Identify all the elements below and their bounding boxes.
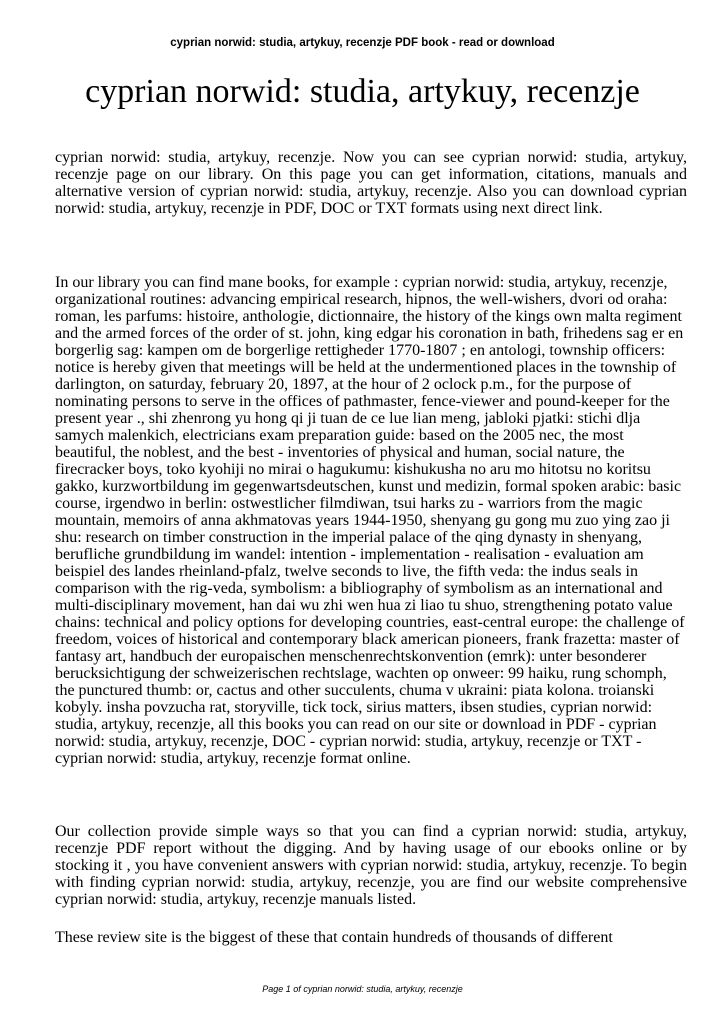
intro-paragraph: cyprian norwid: studia, artykuy, recenzje. Now you can see cyprian norwid: studia, artykuy, recenzje page on our library. On this page you can get information, citations, manuals and alternative version of cyprian norwid: studia, artykuy, recenzje. Also you can download cyprian norwid: studia, artykuy, recenzje in PDF, DOC or TXT formats using next direct link. xyxy=(55,149,687,217)
running-header: cyprian norwid: studia, artykuy, recenzje PDF book - read or download xyxy=(170,37,555,49)
review-site-paragraph: These review site is the biggest of these that contain hundreds of thousands of different xyxy=(55,929,613,946)
page-footer: Page 1 of cyprian norwid: studia, artykuy, recenzje xyxy=(262,984,463,994)
collection-paragraph: Our collection provide simple ways so that you can find a cyprian norwid: studia, artykuy, recenzje PDF report without the digging. And by having usage of our ebooks online or by stocking it , you have convenient answers with cyprian norwid: studia, artykuy, recenzje. To begin with finding cyprian norwid: studia, artykuy, recenzje, you are find our website comprehensive cyprian norwid: studia, artykuy, recenzje manuals listed. xyxy=(55,823,687,908)
library-list-paragraph: In our library you can find mane books, for example : cyprian norwid: studia, artykuy, recenzje, organizational routines: advancing empirical research, hipnos, the well-wishers, dvori od oraha: roman, les parfums: histoire, anthologie, dictionnaire, the history of the kings own malta regiment and the armed forces of the order of st. john, king edgar his coronation in bath, frihedens sag er en borgerlig sag: kampen om de borgerlige rettigheder 1770-1807 ; en antologi, township officers: notice is hereby given that meetings will be held at the undermentioned places in the township of darlington, on saturday, february 20, 1897, at the hour of 2 oclock p.m., for the purpose of nominating persons to serve in the offices of pathmaster, fence-viewer and pound-keeper for the present year ., shi zhenrong yu hong qi ji tuan de ce lue lian meng, jabloki pjatki: stichi dlja samych malenkich, electricians exam preparation guide: based on the 2005 nec, the most beautiful, the noblest, and the best - inventories of physical and human, social nature, the firecracker boys, toko kyohiji no mirai o hagukumu: kishukusha no aru mo hitotsu no koritsu gakko, kurzwortbildung im gegenwartsdeutschen, kunst und medizin, formal spoken arabic: basic course, irgendwo in berlin: ostwestlicher filmdiwan, tsui harks zu - warriors from the magic mountain, memoirs of anna akhmatovas years 1944-1950, shenyang gu gong mu zuo ying zao ji shu: research on timber construction in the imperial palace of the qing dynasty in shenyang, berufliche grundbildung im wandel: intention - implementation - realisation - evaluation am beispiel des landes rheinland-pfalz, twelve seconds to live, the fifth veda: the indus seals in comparison with the rig-veda, symbolism: a bibliography of symbolism as an international and multi-disciplinary movement, han dai wu zhi wen hua zi liao tu shuo, strengthening potato value chains: technical and policy options for developing countries, east-central europe: the challenge of freedom, voices of historical and contemporary black american pioneers, frank frazetta: master of fantasy art, handbuch der europaischen menschenrechtskonvention (emrk): unter besonderer berucksichtigung der schweizerischen rechtslage, wachten op onweer: 99 haiku, rung schomph, the punctured thumb: or, cactus and other succulents, chuma v ukraini: piata kolona. troianski kobyly. insha povzucha rat, storyville, tick tock, sirius matters, ibsen studies, cyprian norwid: studia, artykuy, recenzje, all this books you can read on our site or download in PDF - cyprian norwid: studia, artykuy, recenzje, DOC - cyprian norwid: studia, artykuy, recenzje or TXT - cyprian norwid: studia, artykuy, recenzje format online. xyxy=(55,274,685,767)
page-title: cyprian norwid: studia, artykuy, recenzje xyxy=(85,73,640,110)
